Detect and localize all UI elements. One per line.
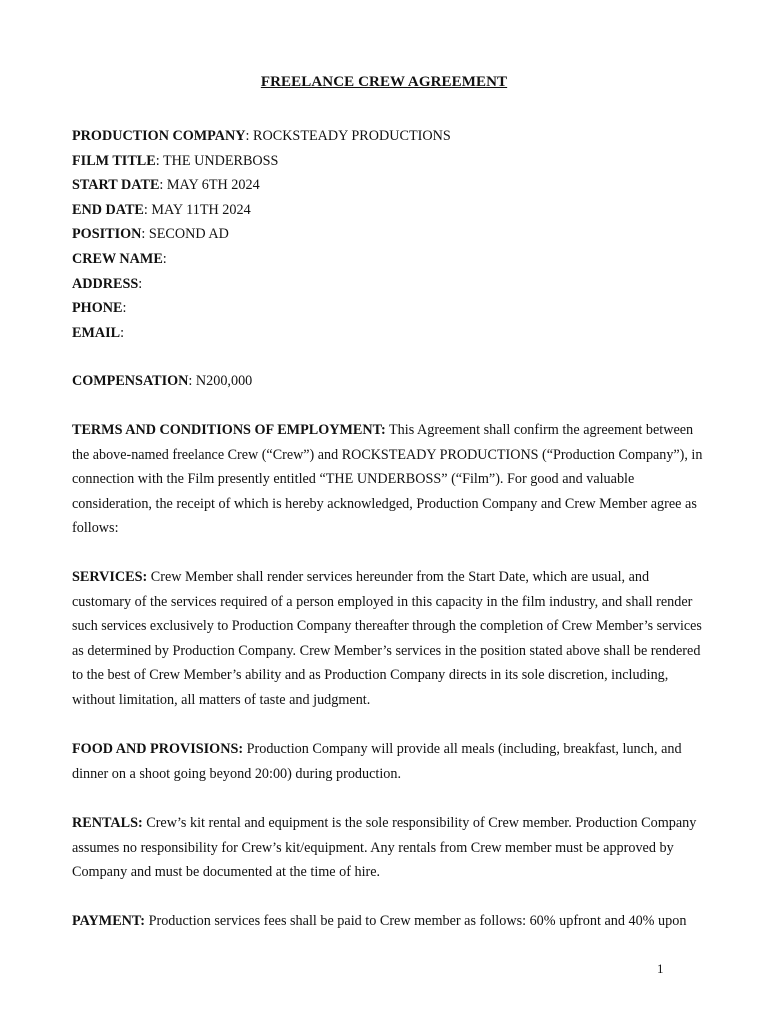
section-services (72, 565, 702, 713)
document-title: FREELANCE CREW AGREEMENT (260, 74, 508, 90)
field-crew-name (72, 248, 702, 273)
section-text: Production Company will provide all meals (including, breakfast, lunch, and (243, 741, 682, 757)
field-label: PHONE (72, 300, 123, 317)
section-line (72, 909, 702, 934)
section-text: Crew’s kit rental and equipment is the sole responsibility of Crew member. Production Company (142, 815, 697, 831)
section-food-and-provisions (72, 737, 702, 786)
field-email (72, 322, 702, 347)
section-line (72, 811, 702, 836)
section-line: follows: (72, 520, 119, 537)
section-terms (72, 418, 702, 541)
section-line: without limitation, all matters of taste and judgment. (72, 691, 371, 708)
section-line: Company and must be documented at the time of hire. (72, 864, 381, 881)
field-address (72, 273, 702, 298)
field-value: : MAY 11TH 2024 (143, 201, 251, 218)
field-label: PRODUCTION COMPANY (72, 128, 246, 144)
section-text: Crew Member shall render services hereunder from the Start Date, which are usual, and (147, 569, 650, 585)
section-line: to the best of Crew Member’s ability and as Production Company directs in its sole discretion, including, (72, 667, 669, 684)
section-line (72, 418, 702, 443)
field-production-company (72, 125, 702, 150)
section-line (72, 737, 702, 762)
field-label: FILM TITLE (72, 152, 156, 169)
section-text: Production services fees shall be paid to Crew member as follows: 60% upfront and 40% upon (145, 913, 687, 929)
field-label: CREW NAME (72, 250, 163, 267)
field-start-date (72, 174, 702, 199)
field-film-title (72, 150, 702, 175)
field-value: : (138, 275, 143, 292)
section-line: such services exclusively to Production Company thereafter through the completion of Crew Member’s services (72, 618, 702, 635)
compensation-value: : N200,000 (188, 373, 253, 389)
field-end-date (72, 199, 702, 224)
field-position (72, 223, 702, 248)
section-payment (72, 909, 702, 934)
field-label: EMAIL (72, 324, 121, 341)
section-line (72, 565, 702, 590)
section-line: customary of the services required of a person employed in this capacity in the film industry, and shall render (72, 593, 693, 610)
compensation-line (72, 370, 252, 392)
field-label: POSITION (72, 226, 142, 243)
section-heading: PAYMENT: (72, 913, 146, 929)
field-value: : THE UNDERBOSS (155, 152, 279, 169)
field-value: : ROCKSTEADY PRODUCTIONS (245, 128, 451, 144)
field-value: : (122, 300, 127, 317)
section-line: connection with the Film presently entitled “THE UNDERBOSS” (“Film”). For good and valuable (72, 471, 635, 488)
section-line: the above-named freelance Crew (“Crew”) and ROCKSTEADY PRODUCTIONS (“Production Company”), in (72, 446, 703, 463)
section-line: consideration, the receipt of which is hereby acknowledged, Production Company and Crew Member agree as (72, 495, 697, 512)
section-heading: RENTALS: (72, 815, 143, 831)
section-line: assumes no responsibility for Crew’s kit/equipment. Any rentals from Crew member must be approved by (72, 839, 674, 856)
compensation-label: COMPENSATION (72, 373, 189, 389)
section-rentals (72, 811, 702, 885)
page-number: 1 (657, 961, 664, 976)
header-fields (72, 125, 702, 346)
field-value: : (120, 324, 125, 341)
section-text: This Agreement shall confirm the agreement between (385, 422, 694, 438)
section-heading: FOOD AND PROVISIONS: (72, 741, 244, 757)
field-phone (72, 297, 702, 322)
section-heading: TERMS AND CONDITIONS OF EMPLOYMENT: (72, 422, 386, 438)
field-value: : SECOND AD (141, 226, 229, 243)
field-label: END DATE (72, 201, 144, 218)
section-heading: SERVICES: (72, 569, 148, 585)
field-label: ADDRESS (72, 275, 139, 292)
field-value: : MAY 6TH 2024 (159, 177, 260, 194)
field-value: : (162, 250, 167, 267)
section-line: dinner on a shoot going beyond 20:00) during production. (72, 765, 402, 782)
section-line: as determined by Production Company. Crew Member’s services in the position stated above shall be rendered (72, 642, 701, 659)
field-label: START DATE (72, 177, 160, 194)
